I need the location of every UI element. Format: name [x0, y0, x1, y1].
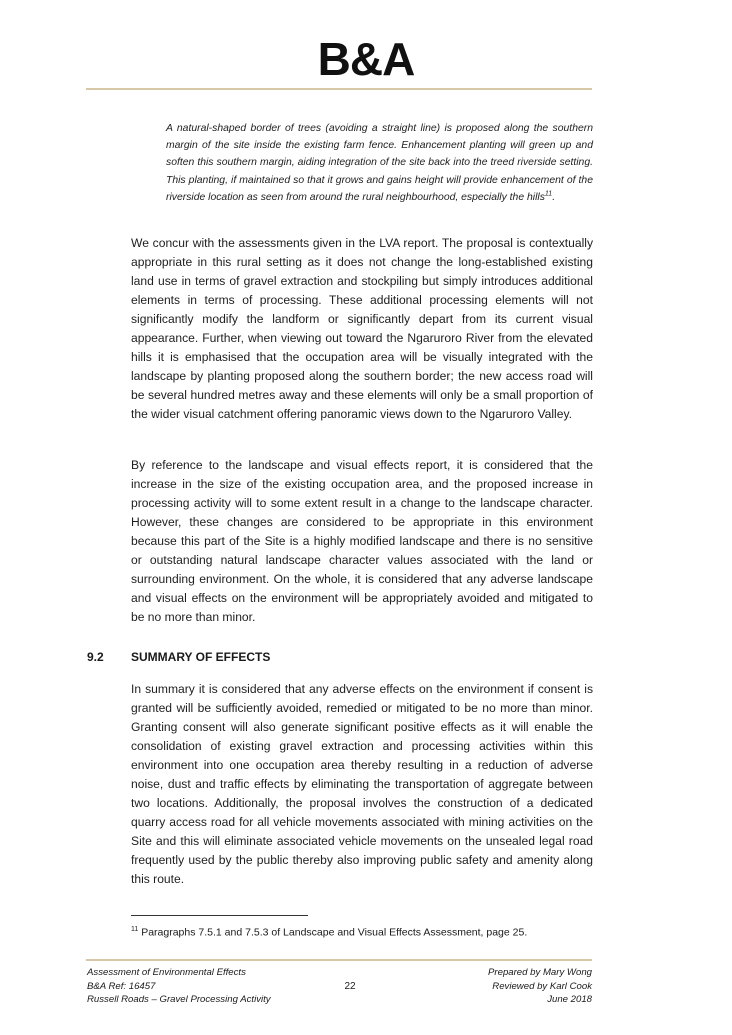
section-heading: SUMMARY OF EFFECTS	[131, 650, 271, 664]
body-paragraph-1: We concur with the assessments given in the LVA report. The proposal is contextually appropriate in this rural setting as it does not change the long-established existing land use in terms of gravel extraction and stockpiling but simply introduces additional elements in terms of processing. These additional processing elements will not significantly modify the landform or significantly depart from its current visual appearance. Further, when viewing out toward the Ngaruroro River from the elevated hills it is emphasised that the occupation area will be visually integrated with the landscape by planting proposed along the southern border; the new access road will be several hundred metres away and these elements will only be a small proportion of the wider visual catchment offering panoramic views down to the Ngaruroro Valley.	[131, 236, 593, 421]
footnote-text: Paragraphs 7.5.1 and 7.5.3 of Landscape and Visual Effects Assessment, page 25.	[138, 926, 528, 939]
footer-left	[87, 966, 271, 1007]
company-logo: B&A	[317, 33, 415, 85]
body-paragraph-2: By reference to the landscape and visual effects report, it is considered that the increase in the size of the existing occupation area, and the proposed increase in processing activity will to some extent result in a change to the landscape character. However, these changes are considered to be appropriate in this environment because this part of the Site is a highly modified landscape and there is no sensitive or outstanding natural landscape character values associated with the land or surrounding environment. On the whole, it is considered that any adverse landscape and visual effects on the environment will be appropriately avoided and mitigated to be no more than minor.	[131, 458, 593, 624]
footnote	[131, 922, 593, 941]
section-number: 9.2	[87, 650, 104, 664]
footnote-number: 11	[131, 926, 139, 933]
footer-prepared-by: Prepared by Mary Wong	[488, 967, 592, 978]
footer-reference: B&A Ref: 16457	[87, 980, 156, 992]
quote-end: .	[552, 191, 556, 203]
page-number: 22	[344, 981, 356, 992]
footer-date: June 2018	[547, 994, 592, 1006]
body-paragraph-3: In summary it is considered that any adverse effects on the environment if consent is granted will be sufficiently avoided, remedied or mitigated to be no more than minor. Granting consent will also generate significant positive effects as it will enable the consolidation of existing gravel extraction and processing activities within this environment into one occupation area thereby resulting in a reduction of adverse noise, dust and traffic effects by eliminating the transportation of aggregate between two locations. Additionally, the proposal involves the construction of a dedicated quarry access road for all vehicle movements associated with mining activities on the Site and this will eliminate associated vehicle movements on the unsealed legal road frequently used by the public thereby also improving public safety and amenity along this route.	[131, 682, 593, 886]
footer-right	[488, 966, 592, 1007]
quote-text: A natural-shaped border of trees (avoiding a straight line) is proposed along the southern margin of the site inside the existing farm fence. Enhancement planting will green up and soften this southern margin, aiding integration of the site back into the treed riverside setting. This planting, if maintained so that it grows and gains height will provide enhancement of the riverside location as seen from around the rural neighbourhood, especially the hills	[166, 123, 593, 203]
footer-divider	[86, 959, 592, 961]
footer-project: Russell Roads – Gravel Processing Activity	[87, 994, 271, 1006]
footer-document-title: Assessment of Environmental Effects	[87, 967, 246, 978]
footer-reviewed-by: Reviewed by Karl Cook	[492, 980, 592, 992]
header-divider	[86, 88, 592, 90]
footnote-separator	[131, 915, 308, 916]
footnote-reference[interactable]: 11	[544, 190, 553, 198]
block-quote	[166, 120, 593, 206]
